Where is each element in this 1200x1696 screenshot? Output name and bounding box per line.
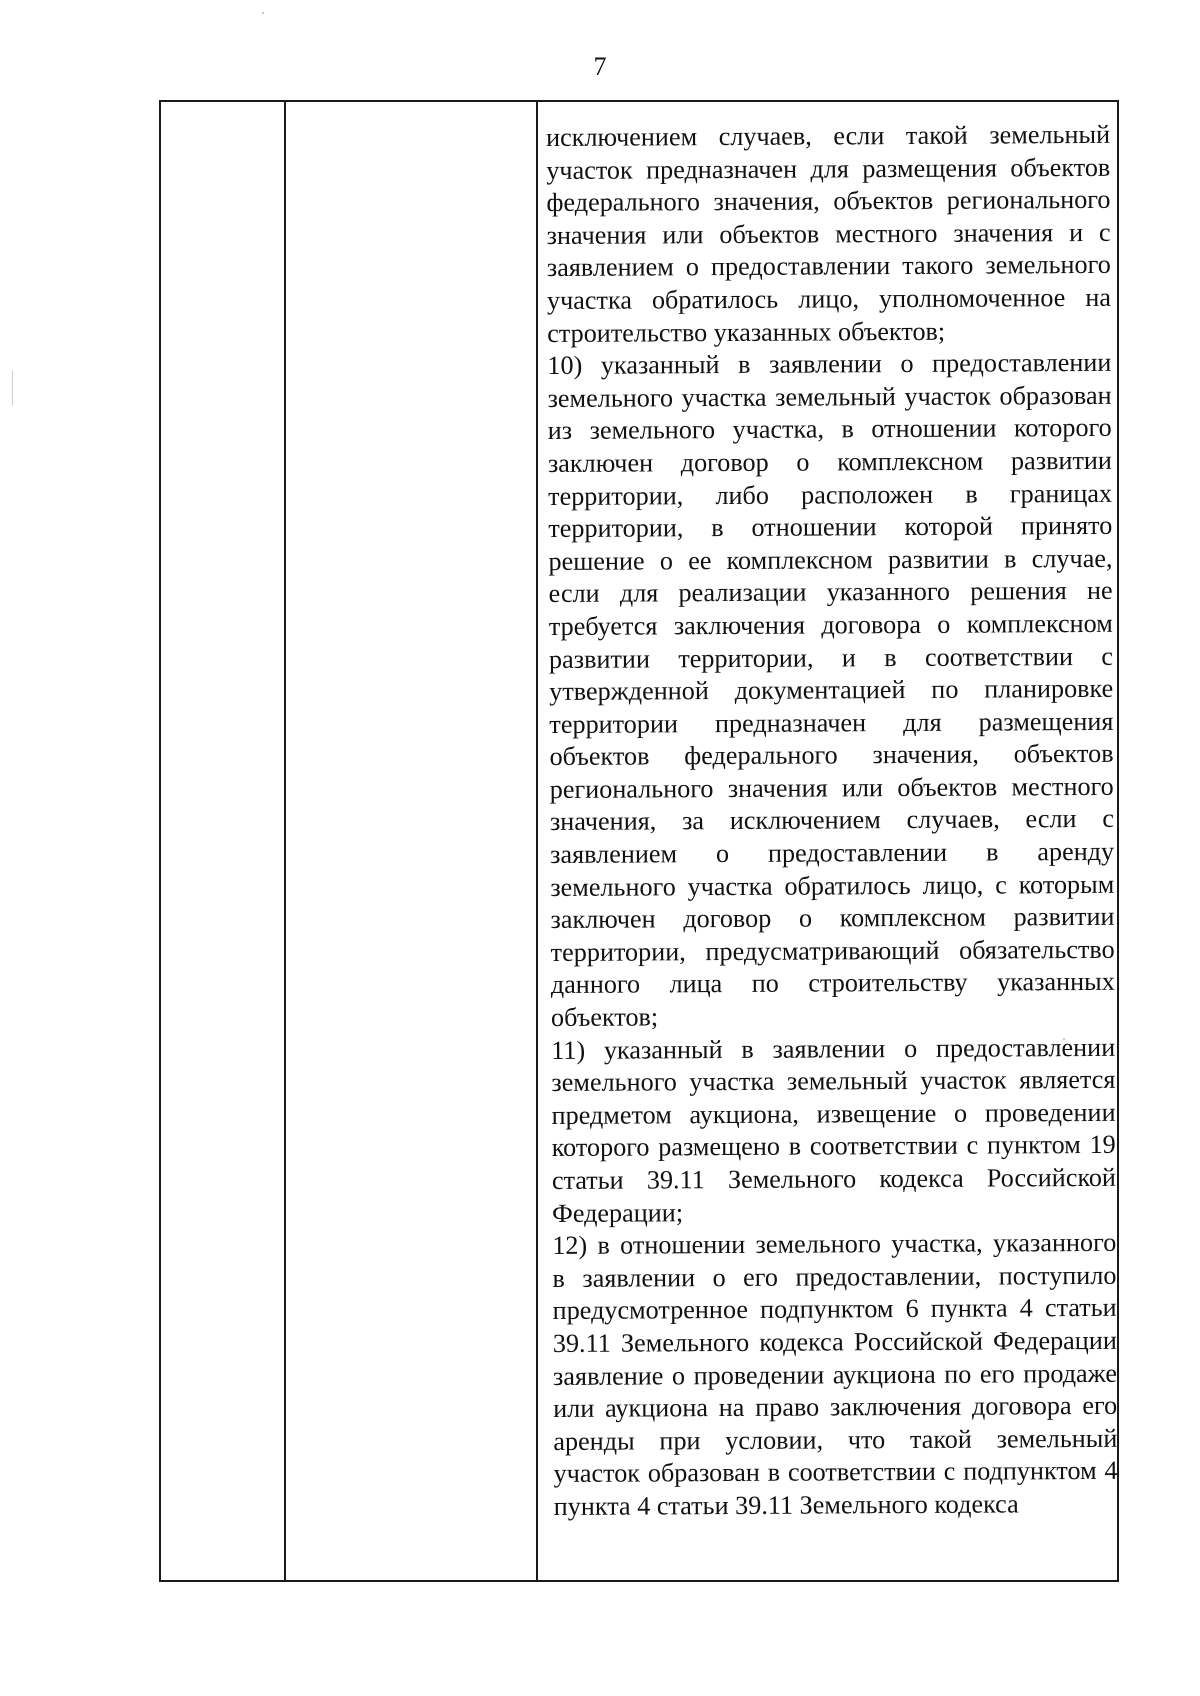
paragraph-item-12: 12) в отношении земельного участка, указанного в заявлении о его предоставлении, поступило предусмотренное подпунктом 6 пункта 4 статьи 39.11 Земельного кодекса Российской Федерации заявление о проведении аукциона по его продаже или аукциона на право заключения договора его аренды при условии, что такой земельный участок образован в соответствии с подпунктом 4 пункта 4 статьи 39.11 Земельного кодекса (552, 1228, 1118, 1521)
page-number: 7 (593, 52, 607, 81)
scan-margin-mark (12, 370, 13, 406)
table-cell-text (546, 119, 1118, 1524)
scan-speck (262, 12, 264, 14)
paragraph-continuation: исключением случаев, если такой земельный участок предназначен для размещения объектов федерального значения, объектов регионального значения или объектов местного значения и с заявлением о предоставлении такого земельного участка обратилось лицо, уполномоченное на строительство указанных объектов; (546, 119, 1112, 348)
paragraph-item-10: 10) указанный в заявлении о предоставлении земельного участка земельный участок образован из земельного участка, в отношении которого заключен договор о комплексном развитии территории, либо расположен в границах территории, в отношении которой принято решение о ее комплексном развитии в случае, если для реализации указанного решения не требуется заключения договора о комплексном развитии территории, и в соответствии с утвержденной документацией по планировке территории предназначен для размещения объектов федерального значения, объектов регионального значения или объектов местного значения, за исключением случаев, если с заявлением о предоставлении в аренду земельного участка обратилось лицо, с которым заключен договор о комплексном развитии территории, предусматривающий обязательство данного лица по строительству указанных объектов; (547, 348, 1115, 1033)
paragraph-item-11: 11) указанный в заявлении о предоставлении земельного участка земельный участок является предметом аукциона, извещение о проведении которого размещено в соответствии с пунктом 19 статьи 39.11 Земельного кодекса Российской Федерации; (551, 1032, 1116, 1228)
column-divider (536, 102, 538, 1580)
document-table (159, 100, 1119, 1582)
column-divider (284, 102, 286, 1580)
